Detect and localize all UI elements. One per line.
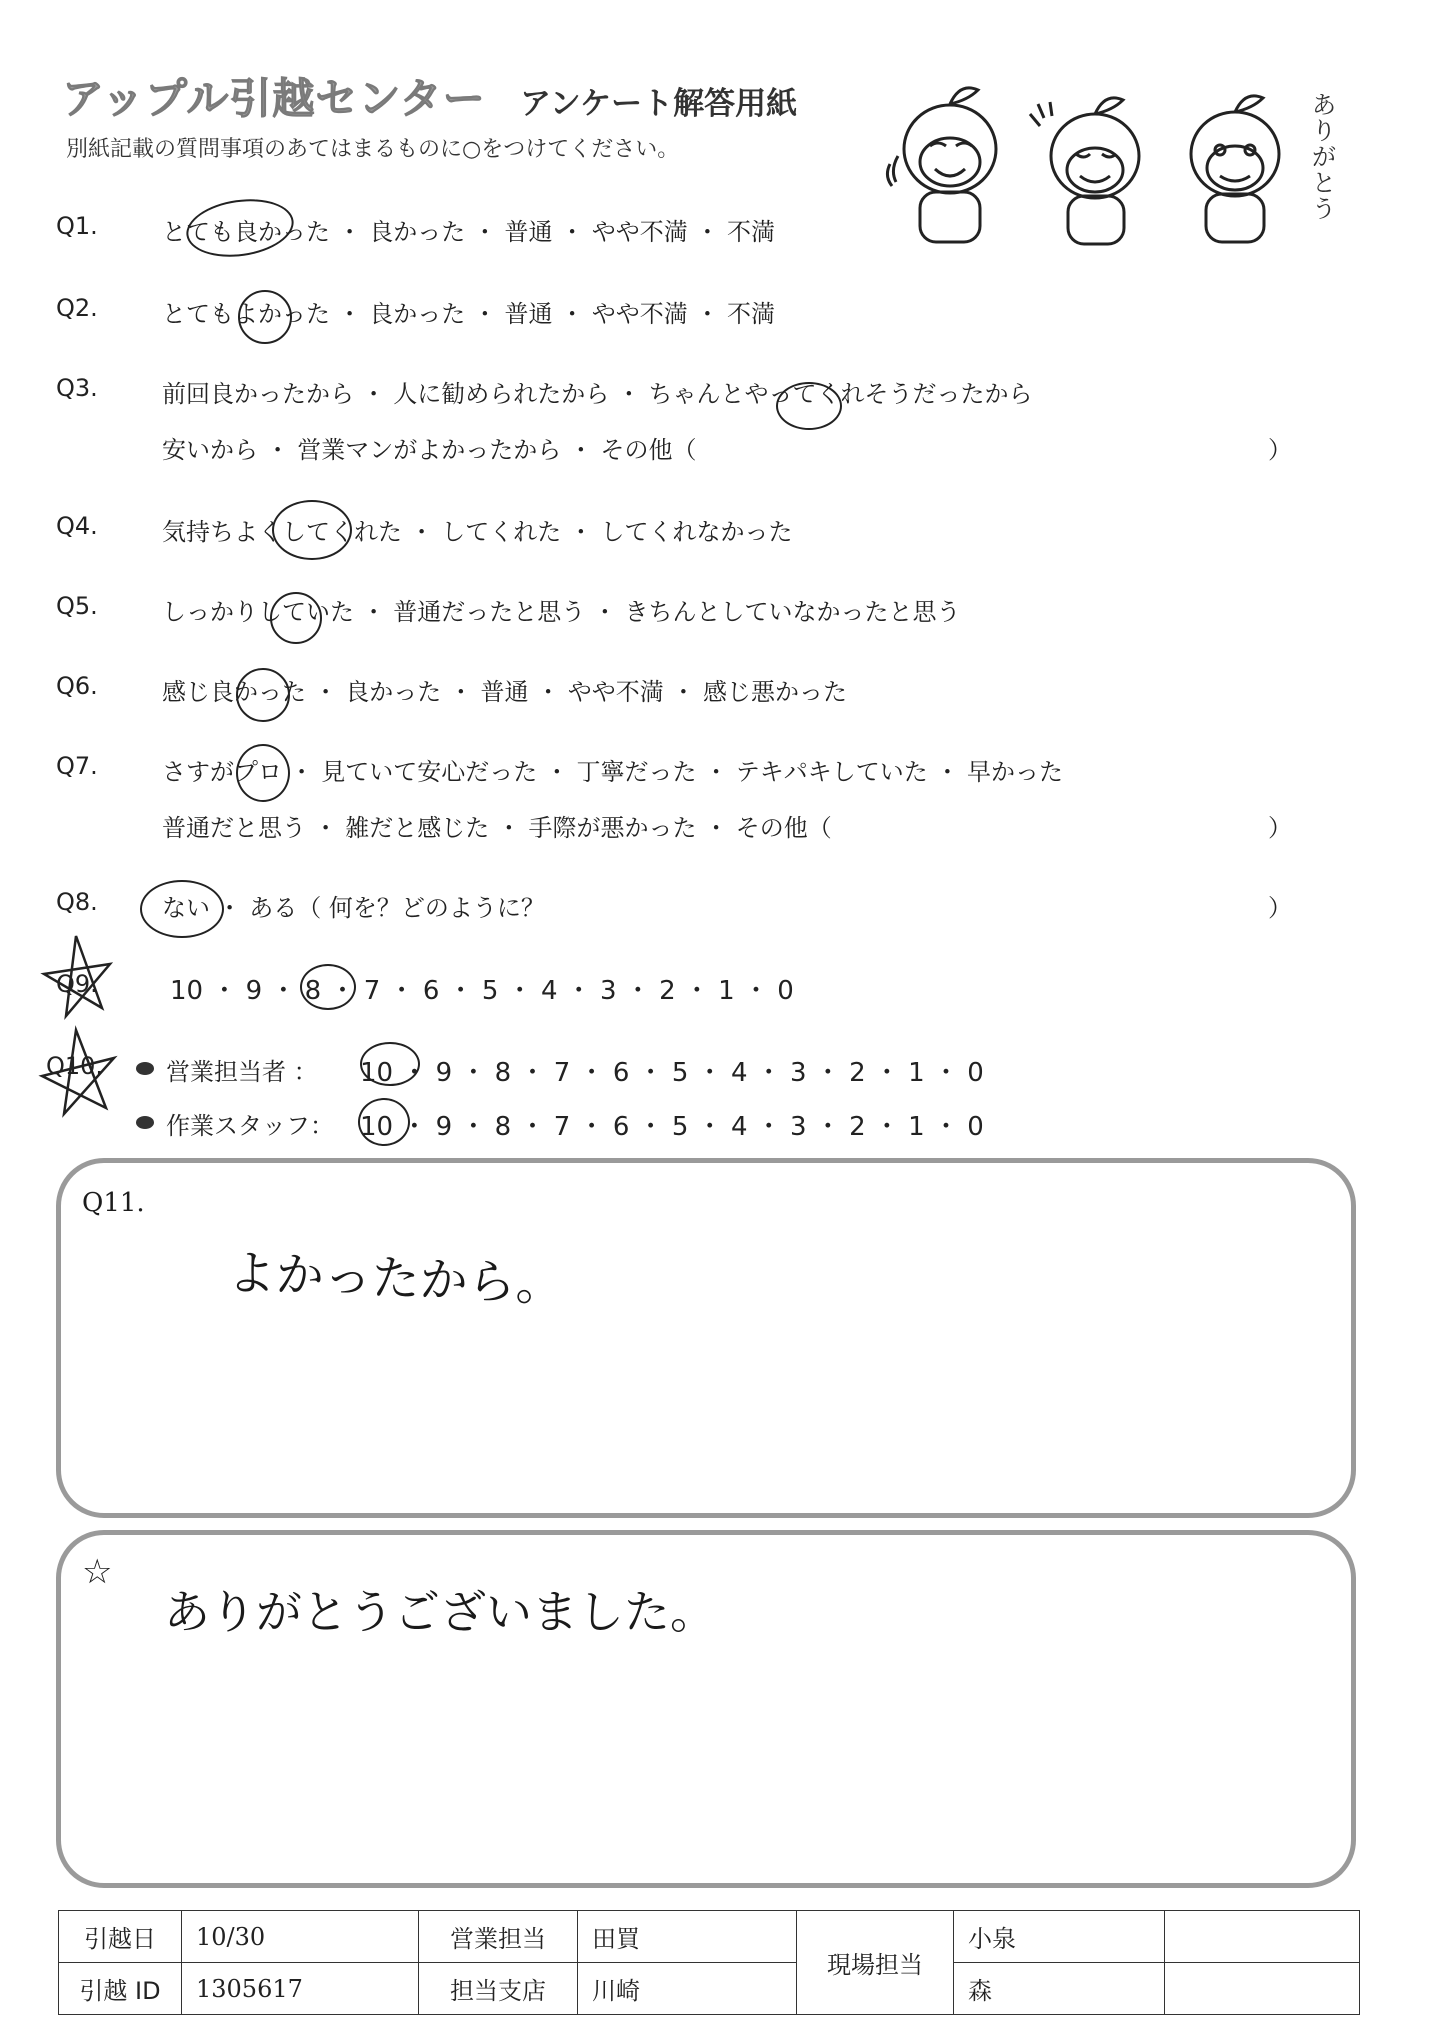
q5-number: Q5. bbox=[56, 592, 98, 620]
q9-answer-circle bbox=[300, 964, 356, 1010]
q7-number: Q7. bbox=[56, 752, 98, 780]
q2-number: Q2. bbox=[56, 294, 98, 322]
q3-options-line2: 安いから ・ 営業マンがよかったから ・ その他（ bbox=[162, 436, 697, 464]
branch-label: 担当支店 bbox=[419, 1963, 578, 2015]
q10-staff-scale: 10 ・ 9 ・ 8 ・ 7 ・ 6 ・ 5 ・ 4 ・ 3 ・ 2 ・ 1 ・ 0 bbox=[360, 1112, 984, 1142]
footer-table bbox=[58, 1910, 1360, 2015]
q3-close-paren: ） bbox=[1268, 436, 1292, 464]
move-date-label: 引越日 bbox=[59, 1911, 182, 1963]
q6-number: Q6. bbox=[56, 672, 98, 700]
sales-name: 田買 bbox=[578, 1911, 797, 1963]
site-label: 現場担当 bbox=[797, 1911, 954, 2015]
q9-scale: 10 ・ 9 ・ 8 ・ 7 ・ 6 ・ 5 ・ 4 ・ 3 ・ 2 ・ 1 ・ 0 bbox=[170, 976, 794, 1006]
monkey-icon bbox=[1191, 96, 1279, 242]
q3-answer-circle bbox=[776, 382, 842, 430]
q10-staff-label: 作業スタッフ： bbox=[166, 1112, 334, 1140]
q11-answer-box bbox=[56, 1158, 1356, 1518]
q5-answer-circle bbox=[270, 592, 322, 644]
q7-close-paren: ） bbox=[1268, 814, 1292, 842]
mascot-illustration bbox=[880, 84, 1350, 254]
move-id-value: 1305617 bbox=[182, 1963, 419, 2015]
q6-options: 感じ良かった ・ 良かった ・ 普通 ・ やや不満 ・ 感じ悪かった bbox=[162, 678, 848, 706]
q3-number: Q3. bbox=[56, 374, 98, 402]
q7-options-line2: 普通だと思う ・ 雑だと感じた ・ 手際が悪かった ・ その他（ bbox=[162, 814, 832, 842]
q5-options: しっかりしていた ・ 普通だったと思う ・ きちんとしていなかったと思う bbox=[162, 598, 961, 626]
q6-answer-circle bbox=[236, 668, 290, 722]
instruction-text: 別紙記載の質問事項のあてはまるものに○をつけてください。 bbox=[66, 137, 680, 162]
q4-number: Q4. bbox=[56, 512, 98, 540]
q10-sales-scale: 10 ・ 9 ・ 8 ・ 7 ・ 6 ・ 5 ・ 4 ・ 3 ・ 2 ・ 1 ・ 0 bbox=[360, 1058, 984, 1088]
mascot-caption: ありがとう bbox=[1312, 91, 1336, 223]
q10-number: Q10. bbox=[46, 1052, 104, 1080]
q8-options: ない ・ ある（ 何を？どのように？ bbox=[162, 894, 545, 922]
q8-answer-circle bbox=[140, 880, 224, 938]
q1-number: Q1. bbox=[56, 212, 98, 240]
site-name-1: 小泉 bbox=[954, 1911, 1165, 1963]
q4-answer-circle bbox=[272, 500, 352, 560]
bullet-icon bbox=[136, 1062, 154, 1075]
q11-label: Q11. bbox=[82, 1188, 145, 1218]
message-star-icon: ☆ bbox=[82, 1552, 113, 1592]
q8-close-paren: ） bbox=[1268, 894, 1292, 922]
move-date-value: 10/30 bbox=[182, 1911, 419, 1963]
branch-name: 川崎 bbox=[578, 1963, 797, 2015]
monkey-icon bbox=[887, 88, 996, 242]
q10-staff-answer-circle bbox=[358, 1098, 410, 1146]
q9-number: Q9. bbox=[56, 970, 98, 998]
monkey-icon bbox=[1030, 98, 1139, 244]
site-name-2: 森 bbox=[954, 1963, 1165, 2015]
q3-options-line1: 前回良かったから ・ 人に勧められたから ・ ちゃんとやってくれそうだったから bbox=[162, 380, 1033, 408]
star-mark-icon bbox=[36, 930, 126, 1140]
q10-sales-label: 営業担当者 ： bbox=[166, 1058, 318, 1086]
q4-options: 気持ちよくしてくれた ・ してくれた ・ してくれなかった bbox=[162, 518, 793, 546]
move-id-label: 引越 ID bbox=[59, 1963, 182, 2015]
q1-options: とても良かった ・ 良かった ・ 普通 ・ やや不満 ・ 不満 bbox=[162, 218, 776, 246]
form-subtitle: アンケート解答用紙 bbox=[520, 86, 798, 122]
q2-options: とてもよかった ・ 良かった ・ 普通 ・ やや不満 ・ 不満 bbox=[162, 300, 776, 328]
q1-answer-circle bbox=[183, 193, 298, 263]
footer-empty-cell bbox=[1165, 1911, 1360, 1963]
q7-options-line1: さすがプロ ・ 見ていて安心だった ・ 丁寧だった ・ テキパキしていた ・ 早かった bbox=[162, 758, 1064, 786]
footer-empty-cell bbox=[1165, 1963, 1360, 2015]
q11-handwritten-answer: よかったから。 bbox=[226, 1245, 565, 1313]
bullet-icon bbox=[136, 1116, 154, 1129]
q8-number: Q8. bbox=[56, 888, 98, 916]
q10-sales-answer-circle bbox=[360, 1042, 420, 1086]
q2-answer-circle bbox=[238, 290, 292, 344]
q7-answer-circle bbox=[236, 744, 290, 802]
sales-label: 営業担当 bbox=[419, 1911, 578, 1963]
handwritten-message: ありがとうございました。 bbox=[164, 1585, 716, 1639]
company-title: アップル引越センター bbox=[62, 74, 486, 123]
